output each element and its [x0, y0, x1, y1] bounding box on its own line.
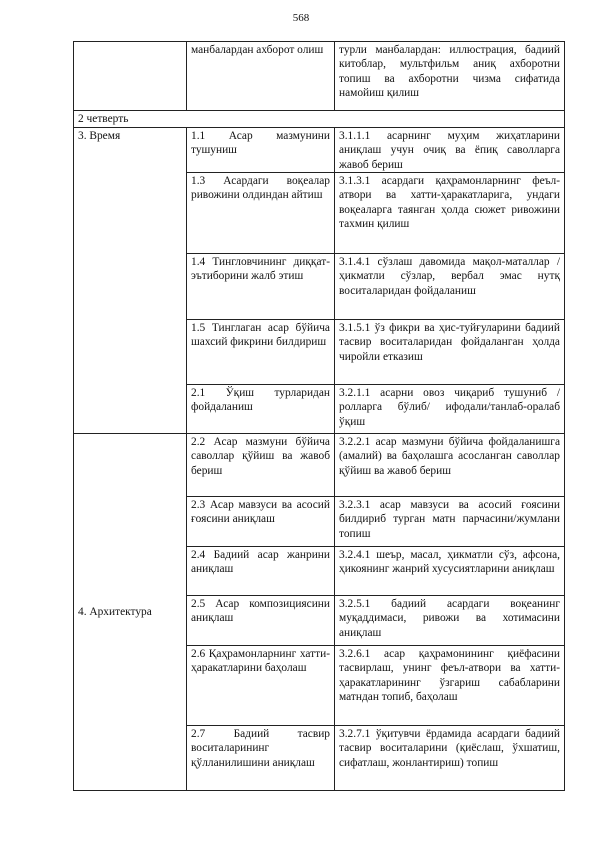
quarter-label: 2 четверть: [74, 111, 565, 128]
table-cell-objective: 1.1 Асар мазмунини тушуниш: [187, 128, 335, 173]
quarter-row: [74, 111, 565, 128]
table-cell-goal: 3.1.3.1 асардаги қаҳрамонларнинг феъл-атвори ва хатти-ҳаракатларига, ундаги воқеаларга таянган ҳолда сюжет ривожини тахмин қилиш: [335, 173, 565, 254]
table-cell-goal: турли манбалардан: иллюстрация, бадиий китоблар, мультфильм аниқ ахборотни топиш ва ахборотни чизма сифатида намойиш қилиш: [335, 42, 565, 111]
table-cell-objective: 1.3 Асардаги воқеалар ривожини олдиндан айтиш: [187, 173, 335, 254]
table-cell-goal: 3.2.1.1 асарни овоз чиқариб тушуниб / ролларга бўлиб/ ифодали/танлаб-оралаб ўқиш: [335, 385, 565, 434]
table-cell-objective: 1.5 Тинглаган асар бўйича шахсий фикрини билдириш: [187, 320, 335, 385]
table-cell-goal: 3.2.6.1 асар қаҳрамонининг қиёфасини тасвирлаш, унинг феъл-атвори ва хатти-ҳаракатларининг ўзгариш сабабларини матндан топиб, баҳолаш: [335, 646, 565, 726]
section-title: 4. Архитектура: [74, 434, 187, 791]
table-cell-objective: 2.2 Асар мазмуни бўйича саволлар қўйиш ва жавоб бериш: [187, 434, 335, 497]
table-cell-goal: 3.1.1.1 асарнинг муҳим жиҳатларини аниқлаш учун очиқ ва ёпиқ саволларга жавоб бериш: [335, 128, 565, 173]
page-number: 568: [292, 12, 310, 24]
table-row: [74, 434, 565, 497]
table-row: [74, 128, 565, 173]
table-cell-objective: манбалардан ахборот олиш: [187, 42, 335, 111]
table-cell-section: [74, 42, 187, 111]
table-cell-objective: 2.3 Асар мавзуси ва асосий ғоясини аниқлаш: [187, 497, 335, 547]
table-cell-goal: 3.2.3.1 асар мавзуси ва асосий ғоясини билдириб турган матн парчасини/жумлани топиш: [335, 497, 565, 547]
table-cell-objective: 2.5 Асар композициясини аниқлаш: [187, 596, 335, 646]
table-cell-objective: 2.4 Бадиий асар жанрини аниқлаш: [187, 547, 335, 596]
table-cell-objective: 2.6 Қаҳрамонларнинг хатти-ҳаракатларини баҳолаш: [187, 646, 335, 726]
table-cell-objective: 2.7 Бадиий тасвир воситаларининг қўлланилишини аниқлаш: [187, 726, 335, 791]
table-cell-goal: 3.1.5.1 ўз фикри ва ҳис-туйғуларини бадиий тасвир воситаларидан фойдаланган ҳолда чиройли етказиш: [335, 320, 565, 385]
table-cell-goal: 3.2.2.1 асар мазмуни бўйича фойдаланишга (амалий) ва баҳолашга асосланган саволлар қўйиш ва жавоб бериш: [335, 434, 565, 497]
curriculum-table: [73, 41, 565, 791]
table-cell-objective: 1.4 Тингловчининг диққат-эътиборини жалб этиш: [187, 254, 335, 320]
table-cell-goal: 3.1.4.1 сўзлаш давомида мақол-маталлар / ҳикматли сўзлар, вербал эмас нутқ воситаларидан фойдаланиш: [335, 254, 565, 320]
table-row: [74, 42, 565, 111]
table-cell-goal: 3.2.4.1 шеър, масал, ҳикматли сўз, афсона, ҳикоянинг жанрий хусусиятларини аниқлаш: [335, 547, 565, 596]
section-title: 3. Время: [74, 128, 187, 434]
table-cell-goal: 3.2.7.1 ўқитувчи ёрдамида асардаги бадиий тасвир воситаларини (қиёслаш, ўхшатиш, сифатлаш, жонлантириш) топиш: [335, 726, 565, 791]
table-cell-goal: 3.2.5.1 бадиий асардаги воқеанинг муқаддимаси, ривожи ва хотимасини аниқлаш: [335, 596, 565, 646]
table-cell-objective: 2.1 Ўқиш турларидан фойдаланиш: [187, 385, 335, 434]
